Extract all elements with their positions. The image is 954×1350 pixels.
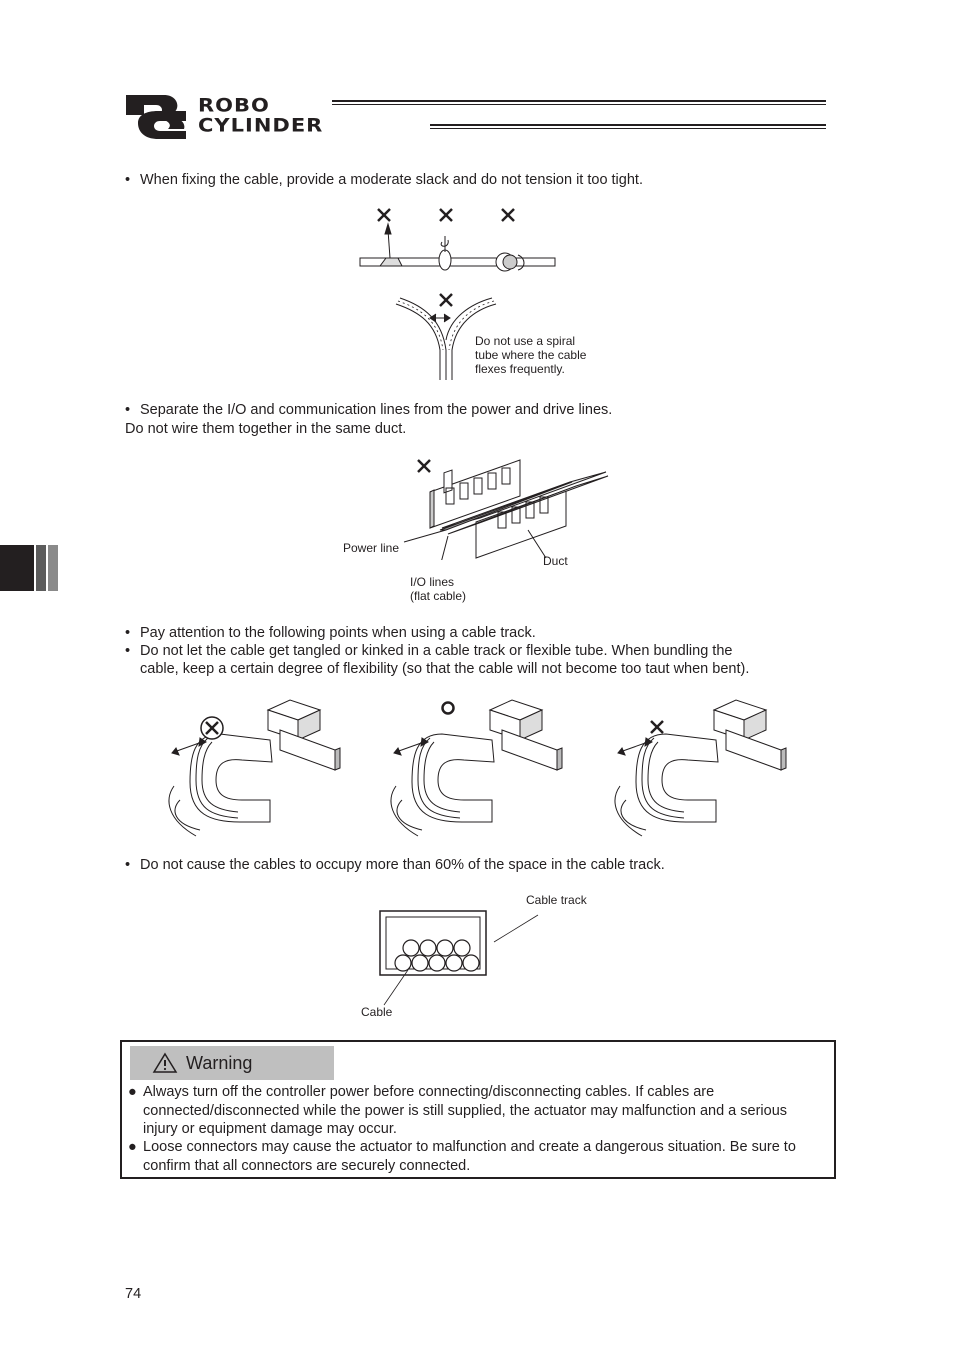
bullet: • bbox=[125, 402, 131, 418]
chapter-tab-stripe-light bbox=[48, 545, 58, 591]
cross-icon bbox=[440, 294, 452, 306]
chapter-tab-stripe bbox=[36, 545, 46, 591]
separate-instruction-line2: Do not wire them together in the same duct. bbox=[125, 421, 407, 437]
track-instruction-1: Pay attention to the following points when using a cable track. bbox=[140, 625, 536, 641]
header-rule-bottom-2 bbox=[430, 128, 826, 129]
circle-ok-icon bbox=[443, 703, 454, 714]
rc-logo-icon bbox=[124, 93, 194, 139]
cross-icon bbox=[440, 209, 452, 221]
duct-illustration bbox=[400, 450, 620, 560]
cable-track-cross-section bbox=[360, 895, 540, 1010]
label-power-line: Power line bbox=[343, 541, 400, 555]
spiral-note-line3: flexes frequently. bbox=[475, 362, 565, 376]
bullet: • bbox=[125, 643, 131, 659]
label-cable: Cable bbox=[361, 1005, 393, 1019]
track-instruction-2b: cable, keep a certain degree of flexibility (so that the cable will not become too taut when bent). bbox=[140, 661, 750, 677]
header-rule-top-2 bbox=[332, 104, 826, 105]
warning-item-text: Loose connectors may cause the actuator to malfunction and create a dangerous situation. Be sure to confirm that all connectors are securely connected. bbox=[143, 1139, 796, 1174]
warning-item-text: Always turn off the controller power before connecting/disconnecting cables. If cables are connected/disconnected while the power is still supplied, the actuator may malfunction and a serious injury or equipment damage may occur. bbox=[143, 1084, 788, 1137]
label-duct: Duct bbox=[543, 554, 568, 568]
header-rule-bottom-1 bbox=[430, 124, 826, 126]
occupy-instruction: Do not cause the cables to occupy more than 60% of the space in the cable track. bbox=[140, 857, 665, 873]
warning-header bbox=[130, 1046, 334, 1080]
label-flat-cable: (flat cable) bbox=[410, 589, 467, 603]
warning-box bbox=[120, 1040, 836, 1179]
track-instruction-2a: Do not let the cable get tangled or kinked in a cable track or flexible tube. When bundling the bbox=[140, 643, 733, 659]
bullet-dot-icon: ● bbox=[128, 1084, 137, 1100]
spiral-note-line1: Do not use a spiral bbox=[475, 334, 576, 348]
slack-instruction: When fixing the cable, provide a moderate slack and do not tension it too tight. bbox=[140, 172, 643, 188]
logo-text-cylinder: CYLINDER bbox=[198, 114, 324, 136]
cross-icon bbox=[651, 721, 663, 733]
bullet: • bbox=[125, 625, 131, 641]
spiral-note-line2: tube where the cable bbox=[475, 348, 587, 362]
warning-title: Warning bbox=[186, 1053, 253, 1073]
label-cable-track: Cable track bbox=[526, 893, 587, 907]
warning-triangle-icon bbox=[152, 1052, 178, 1074]
page-number: 74 bbox=[125, 1286, 142, 1302]
chapter-tab bbox=[0, 545, 34, 591]
header-rule-top-1 bbox=[332, 100, 826, 102]
header-logo bbox=[124, 93, 834, 139]
bullet: • bbox=[125, 172, 131, 188]
cross-icon bbox=[418, 460, 430, 472]
cross-icon bbox=[502, 209, 514, 221]
cross-icon bbox=[378, 209, 390, 221]
logo-text-robo: ROBO bbox=[198, 94, 270, 116]
cable-track-comparison bbox=[160, 690, 800, 840]
label-io-lines: I/O lines bbox=[410, 575, 455, 589]
bullet-dot-icon: ● bbox=[128, 1139, 137, 1155]
separate-instruction-line1: Separate the I/O and communication lines from the power and drive lines. bbox=[140, 402, 613, 418]
bullet: • bbox=[125, 857, 131, 873]
